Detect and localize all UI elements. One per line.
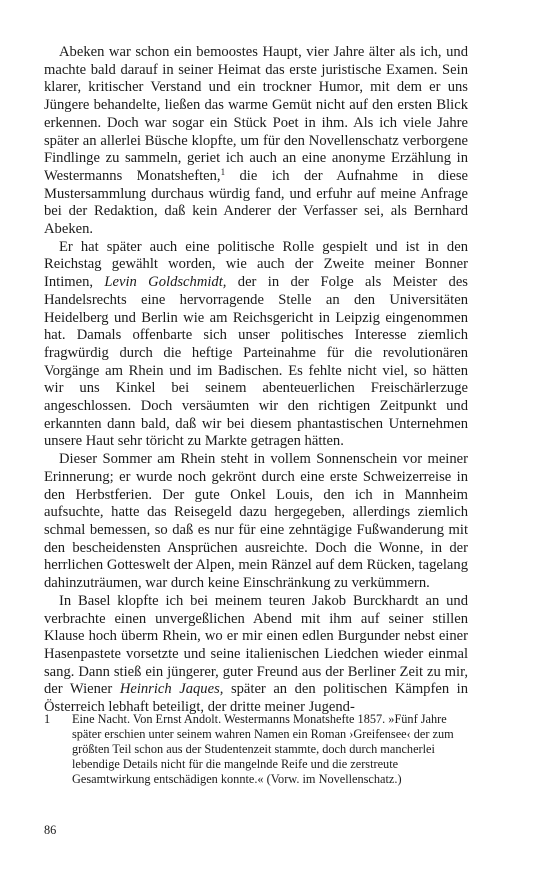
- paragraph-3: Dieser Sommer am Rhein steht in vollem Sonnenschein vor meiner Erinnerung; er wurde noch gekrönt durch eine erste Schweizerreise in den Herbstferien. Der gute Onkel Louis, den ich in Mannheim aufsuchte, hatte das Reisegeld dazu hergegeben, allerdings ziemlich schmal bemessen, so daß es nur für eine zehntägige Fußwanderung mit den bescheidensten Ansprüchen ausreichte. Doch die Wonne, in der herrlichen Gotteswelt der Alpen, mein Ränzel auf dem Rücken, tagelang dahinzuträumen, war durch keine Einschränkung zu verkümmern.: [44, 451, 468, 592]
- page-body: [44, 44, 468, 717]
- paragraph-2-text-a: Er hat später auch eine politische Rolle gespielt und ist in den Reichstag gewählt worden, wie auch der Zweite meiner Bonner Intimen,: [44, 238, 468, 291]
- paragraph-2: [44, 239, 468, 451]
- footnote-number: 1: [44, 712, 51, 726]
- footnote-reference: 1: [220, 166, 226, 177]
- person-name-jaques: Heinrich Jaques,: [119, 681, 224, 698]
- paragraph-4-text-a: In Basel klopfte ich bei meinem teuren Jakob Burckhardt an und verbrachte einen unvergeßlichen Abend mit ihm auf seiner stillen Klause hoch überm Rhein, wo er mir einen edlen Burgunder nebst einer Hasenpastete vorsetzte und seine italienischen Liedchen wieder einmal sang. Dann stieß ein jüngerer, guter Freund aus der Berliner Zeit zu mir, der Wiener: [44, 592, 468, 698]
- body-text: [44, 44, 468, 717]
- paragraph-1-text-b: die ich der Aufnahme in diese Mustersammlung durchaus würdig fand, und erfuhr auf meine Anfrage bei der Redaktion, daß kein Anderer der Verfasser sei, als Bernhard Abeken.: [44, 167, 469, 238]
- page-number: 86: [44, 823, 57, 837]
- paragraph-1: [44, 44, 468, 239]
- paragraph-1-text-a: Abeken war schon ein bemoostes Haupt, vier Jahre älter als ich, und machte bald darauf in seiner Heimat das erste juristische Examen. Sein klarer, kritischer Verstand und ein trockner Humor, mit dem er uns Jüngere behandelte, ließen das warme Gemüt nicht auf den ersten Blick erkennen. Doch war sogar ein Stück Poet in ihm. Als ich viele Jahre später an allerlei Büsche klopfte, um für den Novellenschatz verborgene Findlinge zu sammeln, geriet ich auch an eine anonyme Erzählung in Westermanns Monatsheften,: [44, 44, 468, 184]
- paragraph-2-text-c: der in der Folge als Meister des Handelsrechts eine hervorragende Stelle an den Universitäten Heidelberg und Berlin wie am Reichsgericht in Leipzig eingenommen hat. Damals offenbarte sich unser politisches Interesse ziemlich fragwürdig durch die heftige Parteinahme für die revolutionären Vorgänge am Rhein und im Badischen. Es fehlte nicht viel, so hätten wir uns Kinkel bei seinem abenteuerlichen Freischärlerzuge angeschlossen. Doch versäumten wir den richtigen Zeitpunkt und erkannten dann bald, daß wir bei diesem phantastischen Unternehmen unsere Haut sehr töricht zu Markte getragen hätten.: [44, 274, 468, 450]
- footnote: [44, 712, 468, 787]
- person-name-goldschmidt: Levin Goldschmidt,: [104, 274, 227, 291]
- paragraph-4-text-c: später an den politischen Kämpfen in Österreich lebhaft beteiligt, der dritte meiner Jugend-: [44, 681, 469, 716]
- footnote-text: Eine Nacht. Von Ernst Andolt. Westermanns Monatshefte 1857. »Fünf Jahre später erschien unter seinem wahren Namen ein Roman ›Greifensee‹ der zum größten Teil schon aus der Studentenzeit stammte, doch durch mancherlei lebendige Details nicht für die mangelnde Reife und die zerstreute Gesamtwirkung entschädigen konnte.« (Vorw. im Novellenschatz.): [72, 712, 454, 786]
- paragraph-4: [44, 593, 468, 717]
